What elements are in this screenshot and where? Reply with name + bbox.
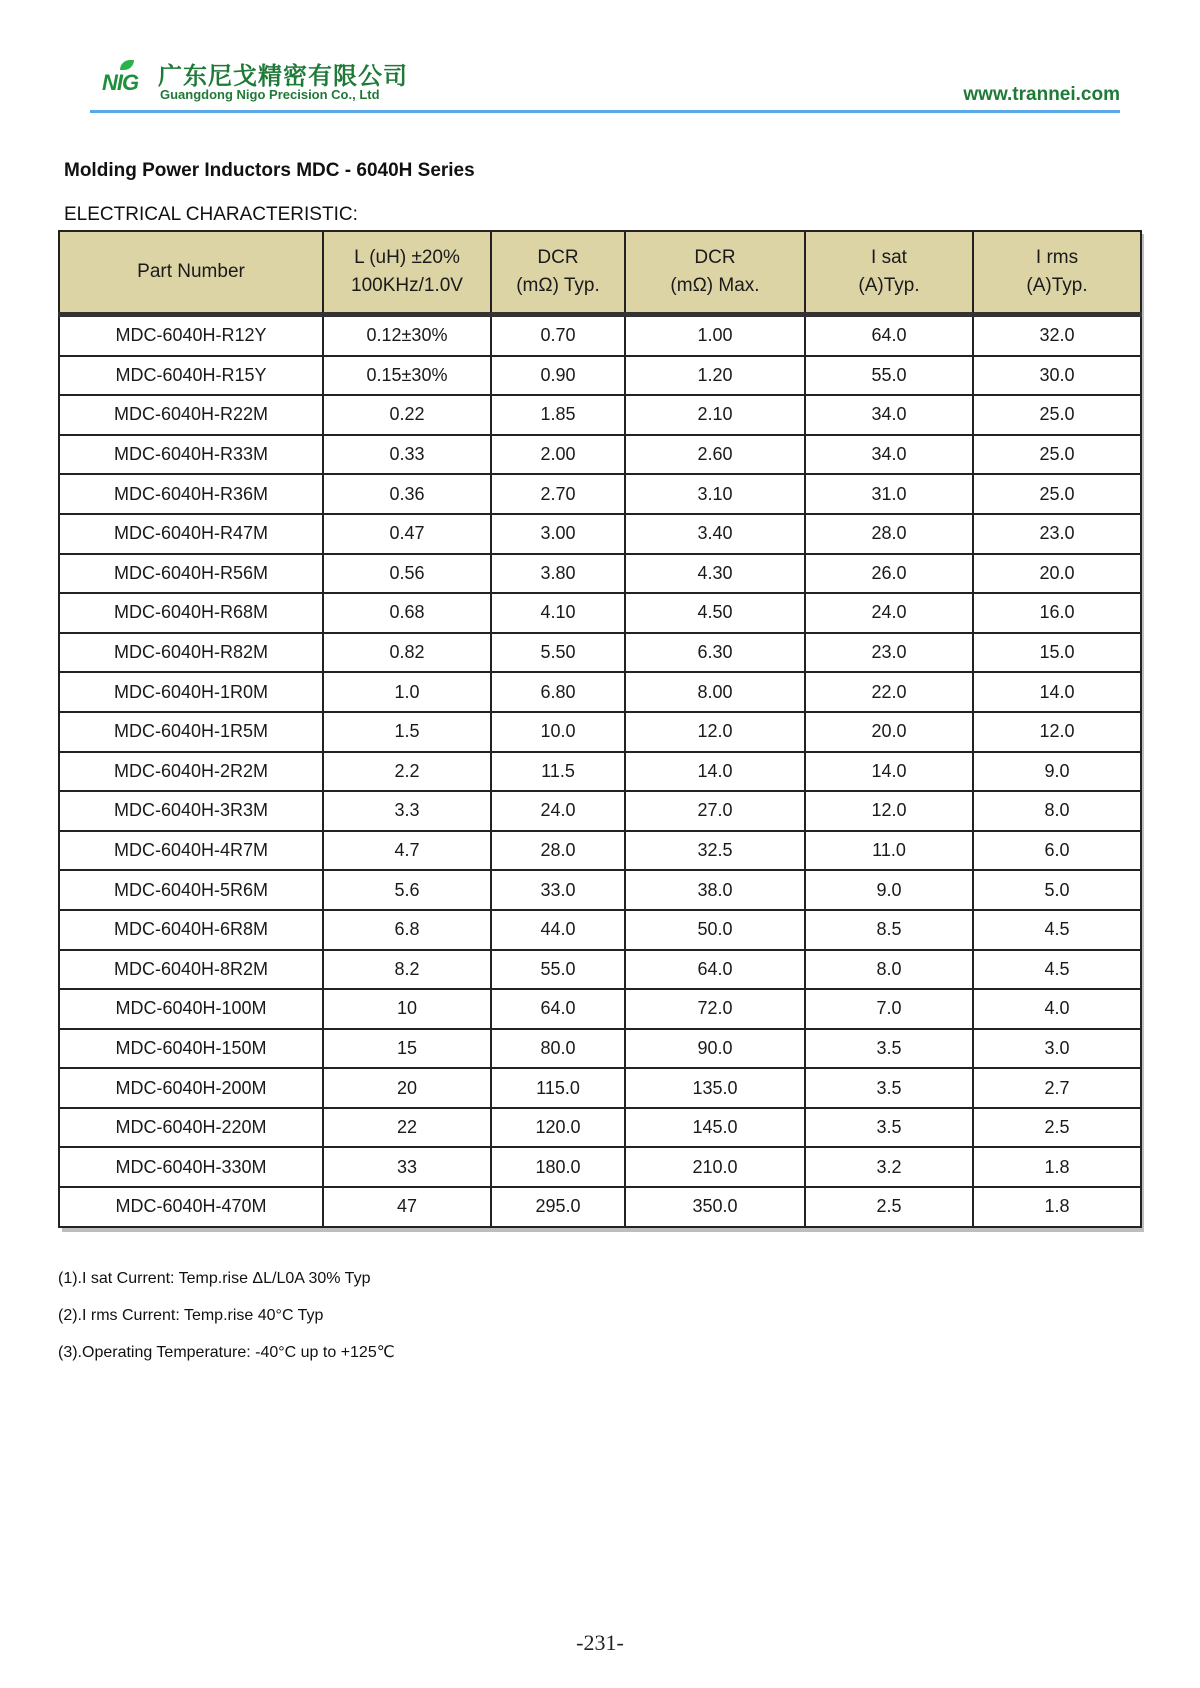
- cell-isat: 3.5: [805, 1068, 973, 1108]
- cell-isat: 55.0: [805, 356, 973, 396]
- page-header: [90, 50, 1120, 112]
- leaf-icon: [120, 60, 134, 70]
- cell-dcr-max: 6.30: [625, 633, 805, 673]
- table-header-row: [59, 231, 1141, 315]
- cell-dcr-max: 4.30: [625, 554, 805, 594]
- cell-isat: 26.0: [805, 554, 973, 594]
- cell-part-number: MDC-6040H-1R0M: [59, 672, 323, 712]
- table-row: [59, 1187, 1141, 1227]
- cell-part-number: MDC-6040H-220M: [59, 1108, 323, 1148]
- cell-part-number: MDC-6040H-150M: [59, 1029, 323, 1069]
- company-name-english: Guangdong Nigo Precision Co., Ltd: [160, 87, 380, 102]
- table-row: [59, 474, 1141, 514]
- cell-dcr-typ: 0.90: [491, 356, 625, 396]
- cell-dcr-max: 350.0: [625, 1187, 805, 1227]
- cell-irms: 32.0: [973, 315, 1141, 356]
- cell-dcr-typ: 5.50: [491, 633, 625, 673]
- notes-section: [58, 1260, 395, 1371]
- cell-dcr-max: 210.0: [625, 1147, 805, 1187]
- cell-part-number: MDC-6040H-3R3M: [59, 791, 323, 831]
- cell-dcr-typ: 4.10: [491, 593, 625, 633]
- cell-isat: 8.0: [805, 950, 973, 990]
- logo-text: NIG: [102, 70, 139, 95]
- cell-isat: 12.0: [805, 791, 973, 831]
- table-row: [59, 870, 1141, 910]
- cell-dcr-typ: 295.0: [491, 1187, 625, 1227]
- header-line2: (mΩ) Typ.: [516, 275, 600, 296]
- cell-part-number: MDC-6040H-330M: [59, 1147, 323, 1187]
- cell-isat: 23.0: [805, 633, 973, 673]
- header-line1: Part Number: [137, 261, 245, 282]
- cell-irms: 30.0: [973, 356, 1141, 396]
- cell-dcr-typ: 28.0: [491, 831, 625, 871]
- header-inductance: [323, 231, 491, 315]
- company-logo: [102, 60, 158, 96]
- cell-irms: 2.7: [973, 1068, 1141, 1108]
- cell-dcr-max: 135.0: [625, 1068, 805, 1108]
- cell-dcr-max: 12.0: [625, 712, 805, 752]
- cell-irms: 15.0: [973, 633, 1141, 673]
- cell-dcr-max: 145.0: [625, 1108, 805, 1148]
- cell-inductance: 22: [323, 1108, 491, 1148]
- cell-part-number: MDC-6040H-R36M: [59, 474, 323, 514]
- cell-part-number: MDC-6040H-R82M: [59, 633, 323, 673]
- table-row: [59, 672, 1141, 712]
- cell-irms: 1.8: [973, 1147, 1141, 1187]
- cell-dcr-max: 2.60: [625, 435, 805, 475]
- cell-part-number: MDC-6040H-R12Y: [59, 315, 323, 356]
- cell-dcr-typ: 2.70: [491, 474, 625, 514]
- cell-part-number: MDC-6040H-R47M: [59, 514, 323, 554]
- header-part-number: [59, 231, 323, 315]
- cell-irms: 25.0: [973, 435, 1141, 475]
- table-row: [59, 752, 1141, 792]
- header-dcr-typ: [491, 231, 625, 315]
- cell-inductance: 2.2: [323, 752, 491, 792]
- cell-dcr-max: 50.0: [625, 910, 805, 950]
- header-divider: [90, 110, 1120, 113]
- cell-part-number: MDC-6040H-R56M: [59, 554, 323, 594]
- cell-dcr-typ: 0.70: [491, 315, 625, 356]
- cell-isat: 8.5: [805, 910, 973, 950]
- cell-isat: 3.5: [805, 1108, 973, 1148]
- table-row: [59, 554, 1141, 594]
- cell-inductance: 3.3: [323, 791, 491, 831]
- table-row: [59, 435, 1141, 475]
- cell-dcr-typ: 24.0: [491, 791, 625, 831]
- section-title: ELECTRICAL CHARACTERISTIC:: [64, 204, 358, 225]
- cell-part-number: MDC-6040H-2R2M: [59, 752, 323, 792]
- cell-irms: 4.5: [973, 910, 1141, 950]
- cell-inductance: 6.8: [323, 910, 491, 950]
- cell-irms: 25.0: [973, 474, 1141, 514]
- header-line2: 100KHz/1.0V: [351, 275, 463, 296]
- cell-dcr-max: 4.50: [625, 593, 805, 633]
- cell-inductance: 47: [323, 1187, 491, 1227]
- cell-dcr-typ: 80.0: [491, 1029, 625, 1069]
- table-row: [59, 633, 1141, 673]
- cell-isat: 11.0: [805, 831, 973, 871]
- table-row: [59, 593, 1141, 633]
- cell-irms: 4.0: [973, 989, 1141, 1029]
- cell-inductance: 4.7: [323, 831, 491, 871]
- cell-irms: 8.0: [973, 791, 1141, 831]
- table-row: [59, 712, 1141, 752]
- cell-irms: 23.0: [973, 514, 1141, 554]
- cell-dcr-max: 1.00: [625, 315, 805, 356]
- cell-part-number: MDC-6040H-100M: [59, 989, 323, 1029]
- cell-irms: 3.0: [973, 1029, 1141, 1069]
- cell-isat: 2.5: [805, 1187, 973, 1227]
- cell-isat: 9.0: [805, 870, 973, 910]
- table-row: [59, 356, 1141, 396]
- cell-inductance: 10: [323, 989, 491, 1029]
- cell-dcr-typ: 120.0: [491, 1108, 625, 1148]
- cell-isat: 14.0: [805, 752, 973, 792]
- cell-inductance: 20: [323, 1068, 491, 1108]
- table-row: [59, 791, 1141, 831]
- note-irms: (2).I rms Current: Temp.rise 40°C Typ: [58, 1307, 324, 1324]
- table-row: [59, 1029, 1141, 1069]
- header-irms: [973, 231, 1141, 315]
- note-operating-temperature: (3).Operating Temperature: -40°C up to +125℃: [58, 1344, 395, 1361]
- header-line2: (A)Typ.: [1026, 275, 1088, 296]
- cell-dcr-max: 90.0: [625, 1029, 805, 1069]
- cell-inductance: 5.6: [323, 870, 491, 910]
- table-row: [59, 950, 1141, 990]
- cell-inductance: 1.5: [323, 712, 491, 752]
- cell-dcr-max: 72.0: [625, 989, 805, 1029]
- cell-irms: 2.5: [973, 1108, 1141, 1148]
- cell-inductance: 0.47: [323, 514, 491, 554]
- cell-part-number: MDC-6040H-1R5M: [59, 712, 323, 752]
- cell-dcr-typ: 10.0: [491, 712, 625, 752]
- header-line1: L (uH) ±20%: [354, 247, 460, 268]
- table-row: [59, 514, 1141, 554]
- header-line2: (A)Typ.: [858, 275, 920, 296]
- cell-inductance: 0.33: [323, 435, 491, 475]
- cell-part-number: MDC-6040H-R22M: [59, 395, 323, 435]
- cell-isat: 31.0: [805, 474, 973, 514]
- cell-dcr-max: 27.0: [625, 791, 805, 831]
- header-line1: I sat: [871, 247, 907, 268]
- company-name-chinese: 广东尼戈精密有限公司: [158, 62, 408, 90]
- page-number: -231-: [576, 1630, 624, 1655]
- cell-part-number: MDC-6040H-4R7M: [59, 831, 323, 871]
- cell-inductance: 15: [323, 1029, 491, 1069]
- cell-irms: 9.0: [973, 752, 1141, 792]
- table-row: [59, 910, 1141, 950]
- cell-irms: 20.0: [973, 554, 1141, 594]
- cell-dcr-typ: 44.0: [491, 910, 625, 950]
- cell-isat: 28.0: [805, 514, 973, 554]
- cell-isat: 20.0: [805, 712, 973, 752]
- cell-dcr-max: 3.40: [625, 514, 805, 554]
- cell-dcr-typ: 64.0: [491, 989, 625, 1029]
- cell-dcr-max: 14.0: [625, 752, 805, 792]
- cell-dcr-typ: 6.80: [491, 672, 625, 712]
- cell-irms: 12.0: [973, 712, 1141, 752]
- header-line1: DCR: [537, 247, 579, 268]
- cell-inductance: 33: [323, 1147, 491, 1187]
- table-body: [59, 315, 1141, 1227]
- cell-inductance: 0.56: [323, 554, 491, 594]
- cell-irms: 4.5: [973, 950, 1141, 990]
- cell-irms: 1.8: [973, 1187, 1141, 1227]
- header-line2: (mΩ) Max.: [670, 275, 760, 296]
- header-dcr-max: [625, 231, 805, 315]
- cell-inductance: 0.15±30%: [323, 356, 491, 396]
- header-line1: I rms: [1035, 247, 1079, 268]
- cell-isat: 34.0: [805, 435, 973, 475]
- cell-inductance: 0.82: [323, 633, 491, 673]
- cell-dcr-max: 2.10: [625, 395, 805, 435]
- cell-dcr-typ: 1.85: [491, 395, 625, 435]
- cell-isat: 3.5: [805, 1029, 973, 1069]
- cell-irms: 14.0: [973, 672, 1141, 712]
- cell-inductance: 0.22: [323, 395, 491, 435]
- cell-dcr-typ: 11.5: [491, 752, 625, 792]
- cell-dcr-typ: 55.0: [491, 950, 625, 990]
- cell-isat: 7.0: [805, 989, 973, 1029]
- cell-inductance: 0.68: [323, 593, 491, 633]
- table-row: [59, 1147, 1141, 1187]
- cell-dcr-max: 38.0: [625, 870, 805, 910]
- document-title: Molding Power Inductors MDC - 6040H Series: [64, 160, 475, 181]
- cell-dcr-max: 1.20: [625, 356, 805, 396]
- cell-dcr-typ: 33.0: [491, 870, 625, 910]
- table-row: [59, 989, 1141, 1029]
- cell-dcr-max: 64.0: [625, 950, 805, 990]
- electrical-characteristics-table: [58, 230, 1140, 1228]
- cell-isat: 64.0: [805, 315, 973, 356]
- cell-isat: 24.0: [805, 593, 973, 633]
- cell-part-number: MDC-6040H-5R6M: [59, 870, 323, 910]
- table-row: [59, 831, 1141, 871]
- cell-part-number: MDC-6040H-470M: [59, 1187, 323, 1227]
- cell-dcr-max: 8.00: [625, 672, 805, 712]
- table-row: [59, 395, 1141, 435]
- cell-dcr-max: 32.5: [625, 831, 805, 871]
- cell-part-number: MDC-6040H-R15Y: [59, 356, 323, 396]
- cell-dcr-typ: 180.0: [491, 1147, 625, 1187]
- cell-inductance: 0.36: [323, 474, 491, 514]
- cell-part-number: MDC-6040H-R33M: [59, 435, 323, 475]
- cell-part-number: MDC-6040H-6R8M: [59, 910, 323, 950]
- cell-irms: 6.0: [973, 831, 1141, 871]
- note-isat: (1).I sat Current: Temp.rise ΔL/L0A 30% Typ: [58, 1270, 371, 1287]
- cell-isat: 22.0: [805, 672, 973, 712]
- cell-irms: 25.0: [973, 395, 1141, 435]
- cell-inductance: 1.0: [323, 672, 491, 712]
- cell-isat: 34.0: [805, 395, 973, 435]
- cell-irms: 5.0: [973, 870, 1141, 910]
- cell-isat: 3.2: [805, 1147, 973, 1187]
- cell-inductance: 8.2: [323, 950, 491, 990]
- cell-dcr-max: 3.10: [625, 474, 805, 514]
- cell-irms: 16.0: [973, 593, 1141, 633]
- cell-dcr-typ: 2.00: [491, 435, 625, 475]
- cell-dcr-typ: 3.80: [491, 554, 625, 594]
- website-link[interactable]: www.trannei.com: [963, 84, 1120, 105]
- header-isat: [805, 231, 973, 315]
- cell-part-number: MDC-6040H-R68M: [59, 593, 323, 633]
- table-row: [59, 1108, 1141, 1148]
- cell-inductance: 0.12±30%: [323, 315, 491, 356]
- table-row: [59, 1068, 1141, 1108]
- cell-part-number: MDC-6040H-200M: [59, 1068, 323, 1108]
- cell-dcr-typ: 3.00: [491, 514, 625, 554]
- cell-part-number: MDC-6040H-8R2M: [59, 950, 323, 990]
- header-line1: DCR: [694, 247, 736, 268]
- cell-dcr-typ: 115.0: [491, 1068, 625, 1108]
- table-row: [59, 315, 1141, 356]
